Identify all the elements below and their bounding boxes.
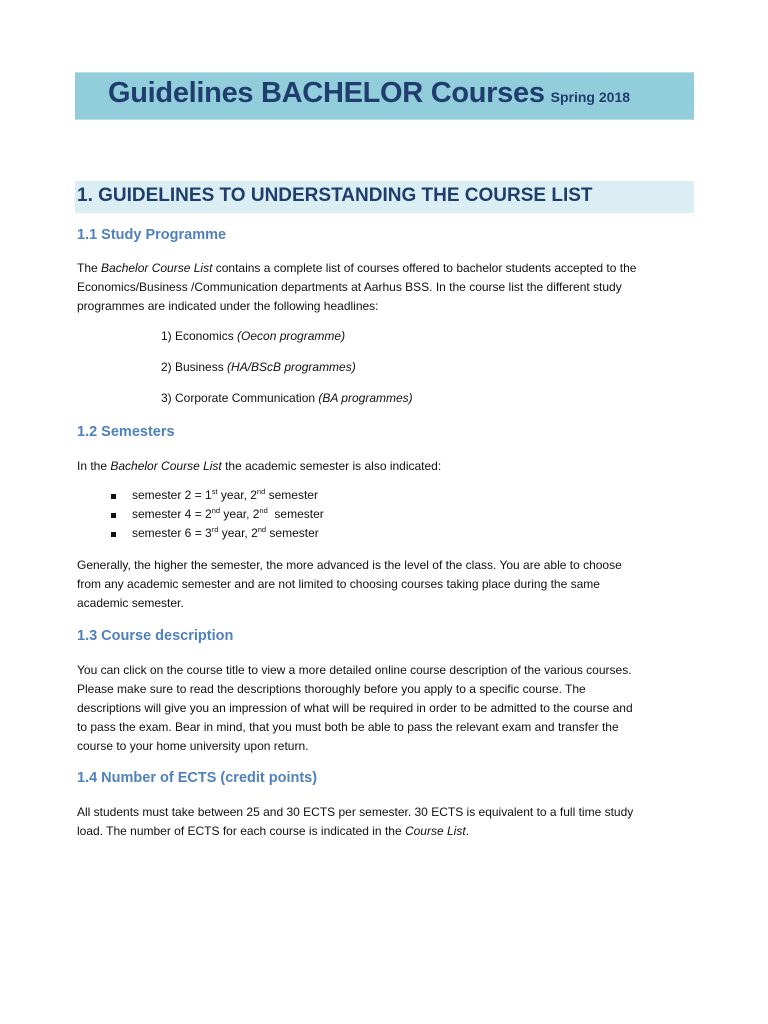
bullet-square-icon [111, 513, 116, 518]
list-item-text [132, 526, 319, 540]
paragraph-semesters-intro [77, 457, 693, 476]
text-line: academic semester. [77, 596, 184, 610]
text-run: load. The number of ECTS for each course is indicated in the [77, 824, 405, 838]
programme-business [161, 360, 356, 374]
programme-corporate-communication [161, 391, 413, 405]
text-run: semester 6 = 3 [132, 526, 212, 540]
text-run: contains a complete list of courses offered to bachelor students accepted to the [212, 261, 637, 275]
paragraph-semesters-detail [77, 556, 693, 613]
text-line: You can click on the course title to view a more detailed online course description of the various courses. [77, 663, 632, 677]
superscript: nd [211, 506, 221, 515]
text-run: year, 2 [220, 507, 260, 521]
text-line: to pass the exam. Bear in mind, that you must both be able to pass the relevant exam and transfer the [77, 720, 619, 734]
text-run: semester 2 = 1 [132, 488, 212, 502]
text-run: . [465, 824, 470, 838]
superscript: st [211, 487, 218, 496]
text-line [77, 822, 693, 841]
text-line: All students must take between 25 and 30 ECTS per semester. 30 ECTS is equivalent to a full time study [77, 805, 634, 819]
paragraph-study-programme [77, 259, 693, 316]
text-run: In the [77, 459, 111, 473]
paragraph-ects [77, 803, 693, 841]
title-main: Guidelines BACHELOR Courses [108, 77, 545, 109]
programme-name: 3) Corporate Communication [161, 391, 319, 405]
superscript: nd [259, 506, 268, 515]
heading-ects: 1.4 Number of ECTS (credit points) [77, 770, 318, 786]
title-subtitle: Spring 2018 [550, 89, 631, 105]
superscript: nd [256, 487, 266, 496]
text-run: semester 4 = 2 [132, 507, 212, 521]
programme-detail: (BA programmes) [318, 391, 413, 405]
text-line: Please make sure to read the descriptions thoroughly before you apply to a specific course. The [77, 682, 586, 696]
programme-name: 2) Business [161, 360, 228, 374]
text-run: semester [266, 526, 319, 540]
programme-economics [161, 329, 345, 343]
document-title [108, 77, 630, 110]
list-item-text [132, 507, 324, 521]
italic-run: Bachelor Course List [110, 459, 222, 473]
section-banner [75, 181, 694, 213]
programme-detail: (Oecon programme) [237, 329, 346, 343]
list-item-text [132, 488, 318, 502]
heading-study-programme: 1.1 Study Programme [77, 227, 227, 243]
text-line: course to your home university upon return. [77, 739, 309, 753]
title-banner [75, 72, 694, 120]
text-line: descriptions will give you an impression of what will be required in order to be admitted to the course and [77, 701, 633, 715]
text-line: Economics/Business /Communication departments at Aarhus BSS. In the course list the different study [77, 280, 622, 294]
italic-run: Course List [404, 824, 466, 838]
heading-semesters: 1.2 Semesters [77, 424, 175, 440]
text-line [77, 457, 693, 476]
italic-run: Bachelor Course List [101, 261, 213, 275]
programme-name: 1) Economics [161, 329, 238, 343]
text-line [77, 259, 693, 278]
superscript: rd [211, 525, 219, 534]
bullet-square-icon [111, 532, 116, 537]
text-run: year, 2 [218, 526, 258, 540]
text-line: from any academic semester and are not limited to choosing courses taking place during the same [77, 577, 600, 591]
text-run: year, 2 [217, 488, 257, 502]
programme-detail: (HA/BScB programmes) [227, 360, 356, 374]
text-line: programmes are indicated under the following headlines: [77, 299, 379, 313]
text-run: the academic semester is also indicated: [221, 459, 442, 473]
heading-course-description: 1.3 Course description [77, 628, 234, 644]
text-run: semester [267, 507, 324, 521]
text-run: semester [265, 488, 318, 502]
text-line: Generally, the higher the semester, the more advanced is the level of the class. You are able to choose [77, 558, 622, 572]
bullet-square-icon [111, 494, 116, 499]
paragraph-course-description [77, 661, 693, 756]
superscript: nd [257, 525, 267, 534]
section-title: 1. GUIDELINES TO UNDERSTANDING THE COURSE LIST [77, 185, 593, 206]
text-run: The [77, 261, 102, 275]
